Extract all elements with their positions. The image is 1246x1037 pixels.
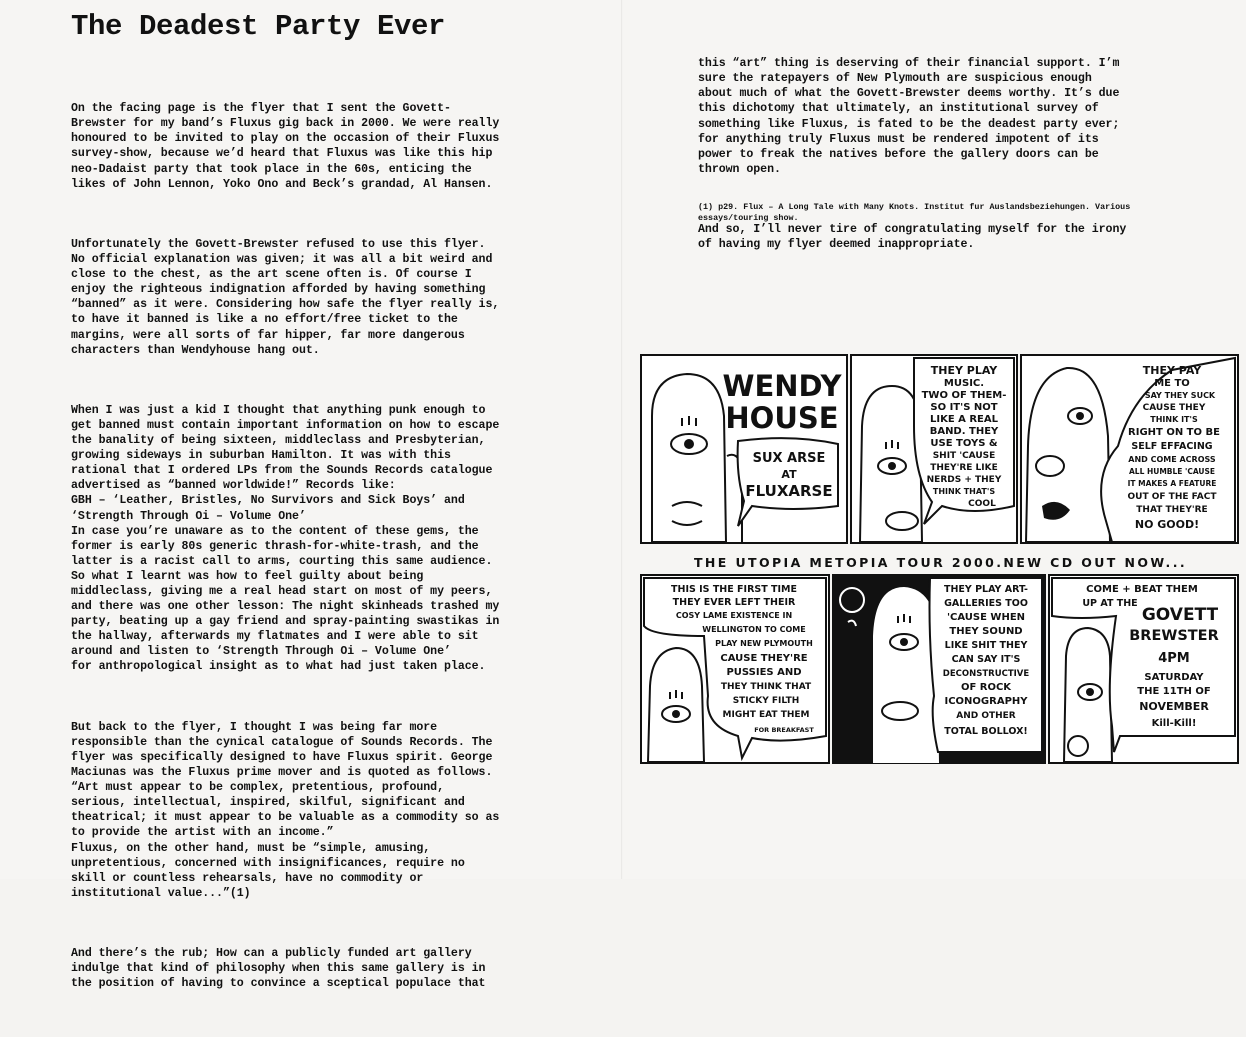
speech-line: 4PM	[1158, 651, 1190, 666]
goggles	[882, 702, 918, 720]
footnote: (1) p29. Flux – A Long Tale with Many Knots. Institut fur Auslandsbeziehungen. Various essays/touring show.	[698, 202, 1131, 223]
speech-line: THEY PLAY	[930, 364, 998, 377]
comic-panel-4	[640, 574, 830, 764]
speech-line: THAT THEY'RE	[1136, 505, 1208, 515]
speech-line: CAUSE THEY'RE	[720, 653, 808, 664]
panel-4-drawing	[642, 576, 828, 762]
speech-line: SO IT'S NOT	[930, 402, 998, 413]
pupil	[672, 710, 680, 718]
pupil	[1086, 688, 1094, 696]
speech-line: COOL	[968, 499, 996, 509]
speech-line: THINK THAT'S	[932, 487, 996, 496]
star-icon	[848, 621, 856, 626]
speech-line: OUT OF THE FACT	[1127, 492, 1217, 502]
speech-line: AND OTHER	[956, 711, 1016, 721]
figure-outline	[652, 374, 726, 542]
speech-line: AND COME ACROSS	[1128, 455, 1216, 464]
speech-line: ALL HUMBLE 'CAUSE	[1128, 467, 1216, 476]
goggles	[886, 512, 918, 530]
speech-line: TWO OF THEM-	[921, 390, 1007, 401]
comic-panel-3	[1020, 354, 1239, 544]
speech-line: NERDS + THEY	[926, 475, 1002, 485]
speech-line: TOTAL BOLLOX!	[944, 726, 1028, 737]
speech-line: LIKE SHIT THEY	[944, 640, 1028, 651]
pupil	[684, 439, 694, 449]
comic-panel-5	[832, 574, 1046, 764]
paragraph: Unfortunately the Govett-Brewster refused to use this flyer. No official explanation was given; it was all a bit weird and close to the chest, as the art scene often is. Of course I enjoy the righteous indignation afforded by having something “banned” as it were. Considering how safe the flyer really is, to have it banned is like a no effort/free ticket to the margins, were all sorts of far hipper, far more dangerous characters than Wendyhouse hang out.	[71, 237, 500, 357]
speech-line: RIGHT ON TO BE	[1128, 427, 1220, 438]
article-title: The Deadest Party Ever	[71, 10, 446, 43]
pupil	[900, 638, 908, 646]
speech-line: ME to	[1154, 378, 1190, 389]
article-body	[71, 71, 631, 1037]
speech-line: COME + BEAT THEM	[1086, 584, 1198, 595]
left-page	[0, 0, 622, 991]
speech-line: CAN SAY IT'S	[951, 654, 1021, 665]
figure-outline	[874, 588, 938, 762]
speech-line: CAUSE THEY	[1142, 403, 1206, 413]
speech-line: ICONOGRAPHY	[944, 696, 1028, 707]
speech-line: PLAY NEW PLYMOUTH	[715, 639, 813, 648]
moon-icon	[840, 588, 864, 612]
tour-banner: THE UTOPIA METOPIA TOUR 2000.NEW CD OUT NOW...	[693, 555, 1187, 570]
speech-line: UP AT THE	[1082, 598, 1138, 609]
article-body-continued	[698, 26, 1218, 298]
logo-house: HOUSE	[725, 401, 839, 435]
paragraph: And there’s the rub; How can a publicly funded art gallery indulge that kind of philosophy when this same gallery is in the position of having to convince a sceptical populace that	[71, 947, 486, 991]
speech-line: THEY'RE LIKE	[930, 463, 998, 473]
panel-6-drawing	[1050, 576, 1237, 762]
speech-line: USE TOYS &	[930, 438, 998, 449]
panel-5-drawing	[834, 576, 1044, 762]
speech-line: THIS IS THE FIRST TIME	[671, 584, 797, 595]
figure-outline	[1026, 368, 1110, 542]
speech-line: THE 11th OF	[1137, 686, 1211, 697]
panel-2-drawing	[852, 356, 1016, 542]
speech-line: THEY EVER LEFT THEIR	[672, 597, 796, 608]
speech-line: SATURDAY	[1144, 672, 1204, 683]
speech-line: BREWSTER	[1129, 628, 1219, 644]
speech-line: IT MAKES A FEATURE	[1127, 479, 1217, 488]
comic-strip	[638, 352, 1243, 762]
speech-line: THEY SOUND	[949, 626, 1023, 637]
panel-3-drawing	[1022, 356, 1237, 542]
speech-line: COSY LAME EXISTENCE IN	[675, 611, 793, 620]
speech-line: Kill-Kill!	[1151, 718, 1197, 729]
speech-line: SAY THEY SUCK	[1144, 391, 1216, 400]
speech-line: PUSSIES AND	[726, 667, 802, 678]
pupil	[888, 462, 896, 470]
speech-line: GOVETT	[1141, 605, 1219, 625]
speech-line: FOR BREAKFAST	[754, 726, 814, 734]
speech-line: FLUXARSE	[745, 482, 833, 500]
speech-line: THEY PLAY ART-	[943, 584, 1029, 595]
paragraph: But back to the flyer, I thought I was being far more responsible than the cynical catalogue of Sounds Records. The flyer was specifically designed to have Fluxus spirit. George Maciunas was the Fluxus prime mover and is quoted as follows. “Art must appear to be complex, pretentious, profound, serious, intellectual, inspired, skilful, significant and theatrical; it must appear to be valuable as a commodity so as to provide the artist with an income.” Fluxus, on the other hand, must be “simple, amusing, unpretentious, concerned with insignificances, require no skill or countless rehearsals, have no commodity or institutional value...”(1)	[71, 720, 500, 900]
speech-line: THINK IT'S	[1150, 415, 1198, 424]
paragraph: When I was just a kid I thought that anything punk enough to get banned must contain important information on how to escape the banality of being sixteen, middleclass and Presbyterian, growing sideways in suburban Hamilton. It was with this rational that I ordered LPs from the Sounds Records catalogue advertised as “banned worldwide!” Records like: GBH – ‘Leather, Bristles, No Survivors and Sick Boys’ and ‘Strength Through Oi – Volume One’ In case you’re unaware as to the content of these gems, the former is early 80s generic thrash-for-white-trash, and the latter is a racist call to arms, courting this same audience. So what I learnt was how to feel guilty about being middleclass, giving me a real head start on most of my peers, and there was one other lesson: The night skinheads trashed my party, beating up a gay friend and spray-painting swastikas in the hallway, afterwards my flatmates and I were able to sit around and listen to ‘Strength Through Oi – Volume One’ for anthropological insight as to what had just taken place.	[71, 403, 500, 674]
speech-line: SHIT 'CAUSE	[932, 451, 996, 461]
speech-line: DECONSTRUCTIVE	[942, 669, 1030, 679]
comic-panel-1	[640, 354, 848, 544]
speech-line: NOVEMBER	[1139, 700, 1209, 713]
speech-line: MUSIC.	[943, 378, 985, 389]
speech-line: OF ROCK	[960, 682, 1012, 693]
goggles	[1068, 736, 1088, 756]
speech-line: 'CAUSE WHEN	[946, 612, 1026, 623]
right-page	[623, 0, 1246, 879]
comic-panel-2	[850, 354, 1018, 544]
speech-line: LIKE A REAL	[929, 414, 999, 425]
paragraph: this “art” thing is deserving of their financial support. I’m sure the ratepayers of New Plymouth are suspicious enough about much of what the Govett-Brewster deems worthy. It’s due this dichotomy that ultimately, an institutional survey of something like Fluxus, is fated to be the deadest party ever; for anything truly Fluxus must be rendered impotent of its power to freak the natives before the gallery doors can be thrown open.	[698, 57, 1120, 176]
speech-line: STICKY FILTH	[732, 696, 800, 706]
paragraph: And so, I’ll never tire of congratulating myself for the irony of having my flyer deemed inappropriate.	[698, 223, 1127, 252]
speech-line: NO GOOD!	[1134, 518, 1200, 531]
speech-line: THEY THINK THAT	[720, 682, 812, 692]
speech-line: SUX ARSE	[752, 451, 826, 466]
pupil	[1076, 412, 1084, 420]
speech-line: GALLERIES TOO	[944, 598, 1028, 609]
speech-line: AT	[781, 468, 797, 481]
comic-panel-6	[1048, 574, 1239, 764]
speech-line: WELLINGTON TO COME	[702, 625, 806, 634]
panel-1-drawing	[642, 356, 846, 542]
speech-line: SELF EFFACING	[1131, 441, 1213, 452]
speech-line: THEY PAY	[1142, 364, 1202, 377]
paragraph: On the facing page is the flyer that I sent the Govett- Brewster for my band’s Fluxus gig back in 2000. We were really honoured to be invited to play on the occasion of their Fluxus survey-show, because we’d heard that Fluxus was like this hip neo-Dadaist party that took place in the 60s, enticing the likes of John Lennon, Yoko Ono and Beck’s grandad, Al Hansen.	[71, 102, 500, 191]
goggles	[1036, 456, 1064, 476]
logo-wendy: WENDY	[722, 369, 842, 403]
speech-line: MIGHT EAT THEM	[722, 710, 810, 720]
speech-line: BAND. THEY	[929, 426, 999, 437]
